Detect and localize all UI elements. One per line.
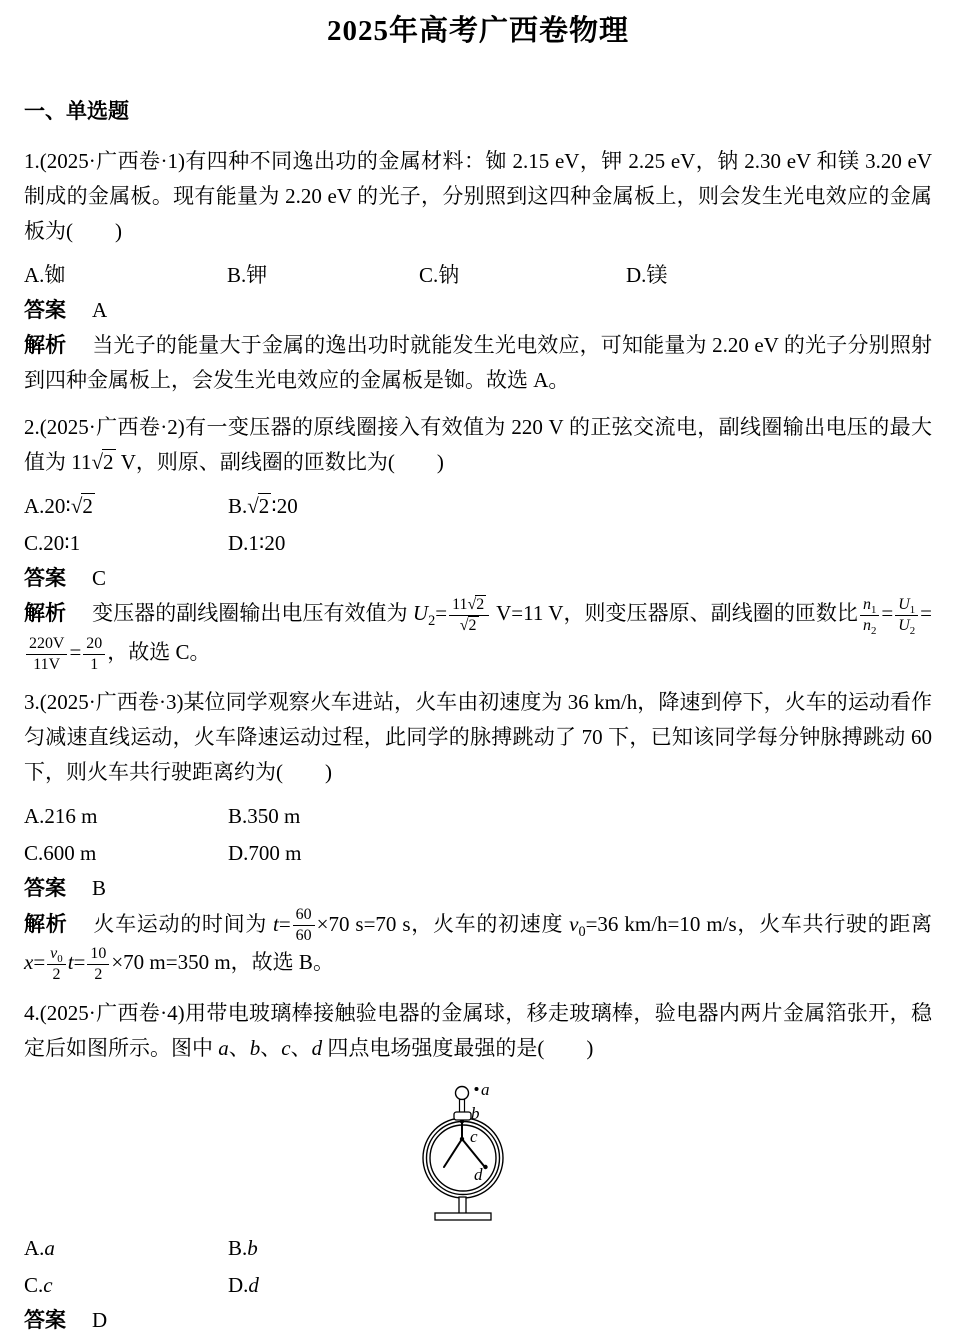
question-3-answer-row [24, 871, 932, 906]
question-2 [24, 410, 932, 673]
analysis-label: 解析 [24, 334, 67, 357]
point-b-dot [460, 1119, 464, 1123]
question-3-stem: 3.(2025·广西卷·3)某位同学观察火车进站，火车由初速度为 36 km/h，降速到停下，火车的运动看作匀减速直线运动，火车降速运动过程，此同学的脉搏跳动了 70 下，已知该同学每分钟脉搏跳动 60 下，则火车共行驶距离约为( ) [24, 690, 932, 785]
section-heading: 一、单选题 [24, 100, 129, 123]
foil-leaves [444, 1139, 484, 1167]
stand-base [435, 1197, 491, 1220]
point-d-label: d [474, 1164, 483, 1184]
question-3 [24, 685, 932, 983]
option-a: A.20∶√2 [24, 494, 93, 518]
answer-label: 答案 [24, 877, 66, 901]
question-1-options [24, 258, 932, 293]
option-b: B.钾 [227, 263, 268, 287]
question-2-answer-row [24, 561, 932, 596]
answer-label: 答案 [24, 1308, 66, 1332]
option-b: B.b [228, 1235, 258, 1260]
point-c-dot [460, 1137, 464, 1141]
question-2-analysis [24, 596, 932, 673]
option-c: C.c [24, 1272, 53, 1297]
conducting-rod-upper [460, 1099, 465, 1113]
stopper-cap [454, 1112, 471, 1120]
metal-ball [456, 1086, 469, 1099]
option-d: D.d [228, 1272, 259, 1297]
electroscope-diagram [398, 1070, 558, 1222]
answer-value: A [92, 298, 108, 322]
question-3-options [24, 799, 932, 871]
point-a-label: a [481, 1079, 490, 1099]
analysis-label: 解析 [24, 602, 67, 626]
question-4-options [24, 1231, 932, 1303]
answer-label: 答案 [24, 299, 66, 322]
option-c: C.钠 [419, 263, 460, 287]
answer-label: 答案 [24, 567, 66, 590]
option-d: D.镁 [626, 263, 668, 287]
option-a: A.铷 [24, 263, 66, 287]
point-a-dot [475, 1087, 479, 1091]
option-d: D.1∶20 [228, 531, 286, 555]
analysis-text: 火车运动的时间为 t= $\frac{60}{60}$ ×70 s=70 s，火车的初速度 $v_0=36$ km/h=10 m/s，火车共行驶的距离 x= $\frac{v_0}{2}$ t= $\frac{10}{2}$ ×70 m=350 m，故选 B。 [24, 906, 933, 984]
question-4 [24, 996, 932, 1338]
question-4-answer-row [24, 1303, 932, 1338]
question-4-stem: 4.(2025·广西卷·4)用带电玻璃棒接触验电器的金属球，移走玻璃棒，验电器内两片金属箔张开，稳定后如图所示。图中 a、b、c、d 四点电场强度最强的是( ) [24, 1000, 932, 1060]
analysis-text: 当光子的能量大于金属的逸出功时就能发生光电效应，可知能量为 2.20 eV 的光子分别照射到四种金属板上，会发生光电效应的金属板是铷。故选 A。 [24, 333, 932, 392]
option-c: C.600 m [24, 841, 97, 866]
analysis-label: 解析 [24, 912, 68, 936]
option-b: B.√2∶20 [228, 494, 298, 518]
answer-value: D [92, 1307, 108, 1332]
question-3-analysis [24, 906, 932, 983]
question-1 [24, 144, 932, 398]
answer-value: B [92, 876, 107, 901]
question-1-answer-row [24, 293, 932, 328]
option-d: D.700 m [228, 841, 302, 866]
option-a: A.a [24, 1235, 55, 1260]
question-1-stem: 1.(2025·广西卷·1)有四种不同逸出功的金属材料：铷 2.15 eV，钾 2.25 eV，钠 2.30 eV 和镁 3.20 eV 制成的金属板。现有能量为 2.20 eV 的光子，分别照到这四种金属板上，则会发生光电效应的金属板为( ) [24, 149, 932, 243]
option-c: C.20∶1 [24, 531, 81, 555]
analysis-text: 变压器的副线圈输出电压有效值为 $U_2=$ $\frac{11√2}{√2}$ V=11 V，则变压器原、副线圈的匝数比 $\frac{n_1}{n_2}$ = $\frac{U_1}{U_2}$ = $\frac{220V}{11V}$ = $\frac{20}{1}$ ，故选 C。 [24, 601, 932, 664]
point-c-label: c [470, 1126, 478, 1146]
question-2-stem: 2.(2025·广西卷·2)有一变压器的原线圈接入有效值为 220 V 的正弦交流电，副线圈输出电压的最大值为 11√2 V，则原、副线圈的匝数比为( ) [24, 415, 932, 474]
question-1-analysis [24, 328, 932, 398]
point-b-label: b [471, 1103, 480, 1123]
option-a: A.216 m [24, 804, 98, 829]
option-b: B.350 m [228, 804, 301, 829]
electroscope-figure [24, 1070, 932, 1222]
answer-value: C [92, 566, 107, 590]
question-2-options [24, 489, 932, 561]
page-title: 2025年高考广西卷物理 [326, 15, 629, 47]
point-d-dot [483, 1165, 487, 1169]
